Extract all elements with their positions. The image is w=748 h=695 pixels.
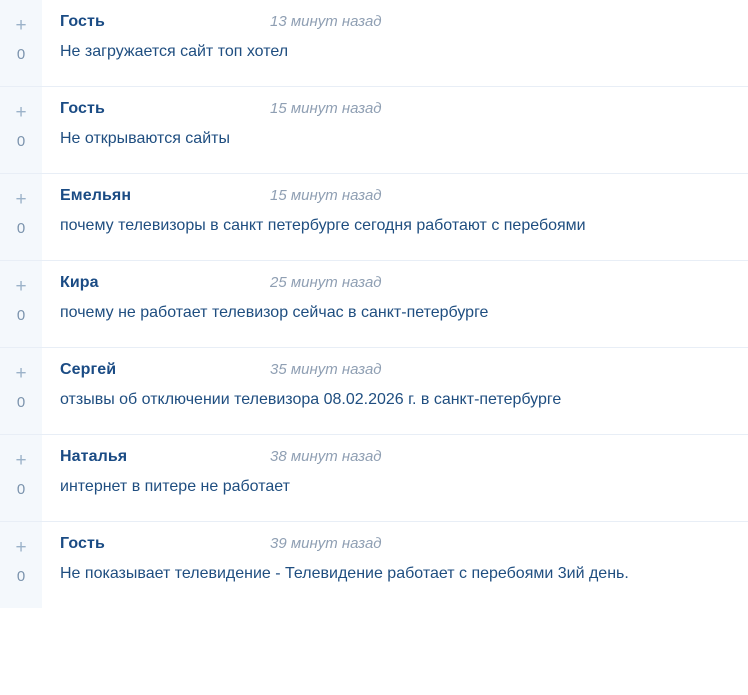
comment-item-3 [0,261,748,348]
comment-meta [60,361,730,379]
comment-item-5 [0,435,748,522]
vote-column [0,87,42,173]
vote-count: 0 [16,481,26,498]
upvote-icon[interactable]: + [15,537,27,558]
comment-author: Сергей [60,361,117,378]
comment-meta [60,448,730,466]
comment-timestamp: 38 минут назад [270,448,382,465]
comment-meta [60,100,730,118]
comment-timestamp: 15 минут назад [270,187,382,204]
comment-item-2 [0,174,748,261]
comment-meta [60,274,730,292]
comment-meta [60,535,730,553]
comment-item-0 [0,0,748,87]
comment-body [42,261,748,347]
comment-author: Гость [60,535,105,552]
comment-body [42,0,748,86]
upvote-icon[interactable]: + [15,276,27,297]
vote-column [0,261,42,347]
comment-author: Кира [60,274,99,291]
comment-meta [60,187,730,205]
vote-column [0,522,42,608]
vote-count: 0 [16,394,26,411]
comment-author: Гость [60,100,105,117]
comment-body [42,87,748,173]
comment-body [42,435,748,521]
upvote-icon[interactable]: + [15,363,27,384]
vote-column [0,348,42,434]
comment-timestamp: 15 минут назад [270,100,382,117]
comment-body [42,348,748,434]
comment-item-1 [0,87,748,174]
upvote-icon[interactable]: + [15,15,27,36]
comment-item-6 [0,522,748,608]
vote-column [0,435,42,521]
vote-count: 0 [16,46,26,63]
vote-count: 0 [16,307,26,324]
comment-text: Не показывает телевидение - Телевидение работает с перебоями 3ий день. [60,565,629,582]
comment-item-4 [0,348,748,435]
vote-count: 0 [16,568,26,585]
upvote-icon[interactable]: + [15,450,27,471]
comment-body [42,174,748,260]
comment-timestamp: 25 минут назад [270,274,382,291]
comment-text: Не загружается сайт топ хотел [60,43,289,60]
comment-author: Емельян [60,187,132,204]
vote-column [0,174,42,260]
vote-count: 0 [16,133,26,150]
comment-text: отзывы об отключении телевизора 08.02.2026 г. в санкт-петербурге [60,391,562,408]
upvote-icon[interactable]: + [15,189,27,210]
comment-text: почему телевизоры в санкт петербурге сегодня работают с перебоями [60,217,586,234]
comment-author: Наталья [60,448,128,465]
comment-timestamp: 35 минут назад [270,361,382,378]
comment-body [42,522,748,608]
comment-timestamp: 39 минут назад [270,535,382,552]
comment-text: Не открываются сайты [60,130,230,147]
vote-count: 0 [16,220,26,237]
vote-column [0,0,42,86]
comment-author: Гость [60,13,105,30]
comment-text: почему не работает телевизор сейчас в санкт-петербурге [60,304,489,321]
upvote-icon[interactable]: + [15,102,27,123]
comment-text: интернет в питере не работает [60,478,290,495]
comment-timestamp: 13 минут назад [270,13,382,30]
comment-meta [60,13,730,31]
